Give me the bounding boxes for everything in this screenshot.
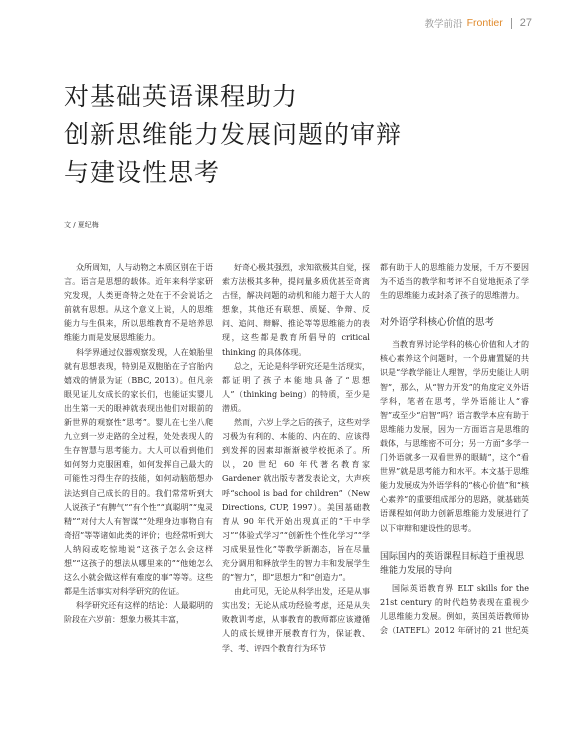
paragraph: 众所周知，人与动物之本质区别在于语言。语言是思想的载体。近年来科学家研究发现，人类更奇特之处在于不会说话之前就有思想。从这个意义上说，人的思维能力与生俱来，所以思维教育不是培养思维能力而是发展思维能力。 [64,263,213,343]
paragraph: 由此可见，无论从科学出发，还是从事实出发；无论从成功经验考虑，还是从失败教训考虑，从事教育的教师都应该遵循人的成长规律开展教育行为，保证教、学、考、评四个教育行为环节 [222,587,370,653]
text-column-1 [64,261,213,627]
paragraph: 科学界通过仪器观察发现，人在娘胎里就有思想表现，特别是双胞胎在子宫胎内嬉戏的情景为证（BBC, 2013）。但凡亲眼见证儿女成长的家长们，也能证实婴儿出生第一天的眼神就表现出他们对眼前的新世界的观察性“思考”。婴儿在七坐八爬九立到一岁走路的全过程，处处表现人的生存智慧与思考能力。大人可以看到他们如何努力克服困难，如何发挥自己最大的可能性习得生存的技能，如何动脑筋想办法达到自己成长的目的。我们常常听到大人说孩子“有脾气”“有个性”“真聪明”“鬼灵精”“对付大人有智谋”“处理身边事物自有奇招”等等诸如此类的评价；也经常听到大人纳闷或吃惊地说“这孩子怎么会这样想”“这孩子的想法从哪里来的”“他她怎么这么小就会做这样有难度的事”等等。这些都是生活事实对科学研究的佐证。 [64,347,213,597]
section-heading: 国际国内的英语课程目标趋于重视思维能力发展的导向 [380,551,525,576]
paragraph: 国际英语教育界 ELT skills for the 21st century 的时代趋势表现在重视少儿思维能力发展。例如，英国英语教师协会（IATEFL）2012 年研讨的 21 世纪英 [380,583,529,635]
title-line: 与建设性思考 [64,158,221,187]
section-heading: 对外语学科核心价值的思考 [380,317,495,329]
running-header [425,16,532,30]
text-column-3 [380,261,529,638]
text-column-2 [222,261,370,656]
page-number: 27 [519,17,532,29]
article-title [64,78,402,192]
paragraph: 当教育界讨论学科的核心价值和人才的核心素养这个问题时，一个毋庸置疑的共识是“学教学能让人理智，学历史能让人明智”，那么，从“智力开发”的角度定义外语学科，笔者在思考，学外语能让人“睿智”或至少“启智”吗？语言教学本应有助于思维能力发展，因为一方面语言是思维的载体，与思维密不可分；另一方面“多学一门外语就多一双看世界的眼睛”，这个“看世界”就是思考能力和水平。本文基于思维能力发展成为外语学科的“核心价值”和“核心素养”的重要组成部分的思路，就基础英语课程如何助力创新思维能力发展进行了以下审辩和建设性的思考。 [380,340,529,533]
paragraph: 科学研究还有这样的结论：人最聪明的阶段在六岁前：想象力极其丰富， [64,601,213,625]
paragraph: 总之，无论是科学研究还是生活现实，都证明了孩子本能地具备了“思想人”（thinking being）的特质，至少是潜质。 [222,361,370,413]
paragraph: 好奇心极其强烈，求知欲极其自觉，探索方法极其多种，提问量多质优甚至奇离古怪，解决问题的动机和能力超于大人的想象，其他还有联想、质疑、争辩、反问、追问、辩解、推论等等思维能力的表现，这些都是教育所倡导的 critical thinking 的具体体现。 [222,263,370,357]
section-label: 教学前沿 [424,19,463,30]
paragraph: 然而，六岁上学之后的孩子，这些对学习极为有利的、本能的、内在的、应该得到发挥的因素却渐渐被学校扼杀了。所以，20 世纪 60 年代著名教育家 Gardener 就出版专著发表论文，大声疾呼“school is bad for children”（New Directions, CUP, 1997）。美国基础教育从 90 年代开始出现真正的“干中学习”“体验式学习”“创新性个性化学习”“学习成果显性化”等教学新潮态，旨在尽量充分调用和释放学生的智力丰和发展学生的“智力”，即“思想力”和“创造力”。 [222,418,370,583]
title-line: 创新思维能力发展问题的审辩 [64,120,403,149]
author-byline: 文 / 夏纪梅 [64,221,99,229]
header-divider [511,18,512,29]
title-line: 对基础英语课程助力 [64,82,299,111]
brand-label: Frontier [466,17,503,29]
paragraph: 都有助于人的思维能力发展，千万不要因为不适当的教学和考评不自觉地扼杀了学生的思维能力或封杀了孩子的思维潜力。 [380,263,529,301]
